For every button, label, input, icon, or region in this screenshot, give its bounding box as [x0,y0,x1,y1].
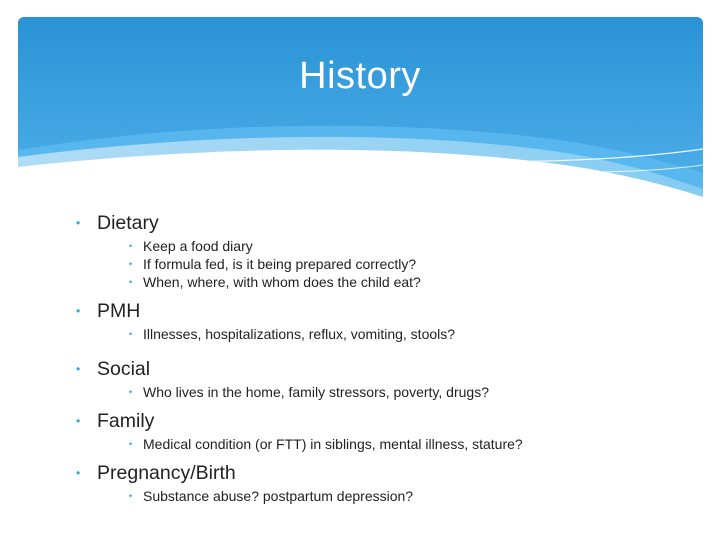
bullet-icon: • [76,216,81,230]
bullet-icon: • [129,277,133,287]
bullet-icon: • [76,414,81,428]
list-item-text: Who lives in the home, family stressors, poverty, drugs? [143,384,489,400]
list-item-text: When, where, with whom does the child eat? [143,274,421,290]
list-item [60,487,700,505]
section-pregnancy-birth [60,459,700,487]
section-dietary [60,209,700,237]
section-social [60,355,700,383]
list-item [60,273,700,291]
section-pmh [60,297,700,325]
section-family [60,407,700,435]
list-item [60,383,700,401]
section-label: PMH [97,300,141,322]
bullet-icon: • [129,259,133,269]
list-item-text: If formula fed, is it being prepared correctly? [143,256,417,272]
banner-graphic [18,17,703,197]
section-label: Social [97,358,151,380]
list-item-text: Substance abuse? postpartum depression? [143,488,414,504]
bullet-icon: • [129,387,133,397]
bullet-list [60,209,700,505]
section-label: Pregnancy/Birth [97,462,236,484]
bullet-icon: • [129,491,133,501]
bullet-icon: • [129,329,133,339]
bullet-icon: • [129,439,133,449]
slide-title: History [299,55,421,97]
spacer [60,343,700,355]
list-item [60,325,700,343]
list-item [60,237,700,255]
bullet-icon: • [129,241,133,251]
section-label: Family [97,410,155,432]
list-item [60,435,700,453]
title-banner [18,17,703,197]
bullet-icon: • [76,362,81,376]
list-item [60,255,700,273]
list-item-text: Medical condition (or FTT) in siblings, mental illness, stature? [143,436,523,452]
list-item-text: Keep a food diary [143,238,253,254]
list-item-text: Illnesses, hospitalizations, reflux, vomiting, stools? [143,326,456,342]
bullet-icon: • [76,466,81,480]
bullet-icon: • [76,304,81,318]
section-label: Dietary [97,212,159,234]
